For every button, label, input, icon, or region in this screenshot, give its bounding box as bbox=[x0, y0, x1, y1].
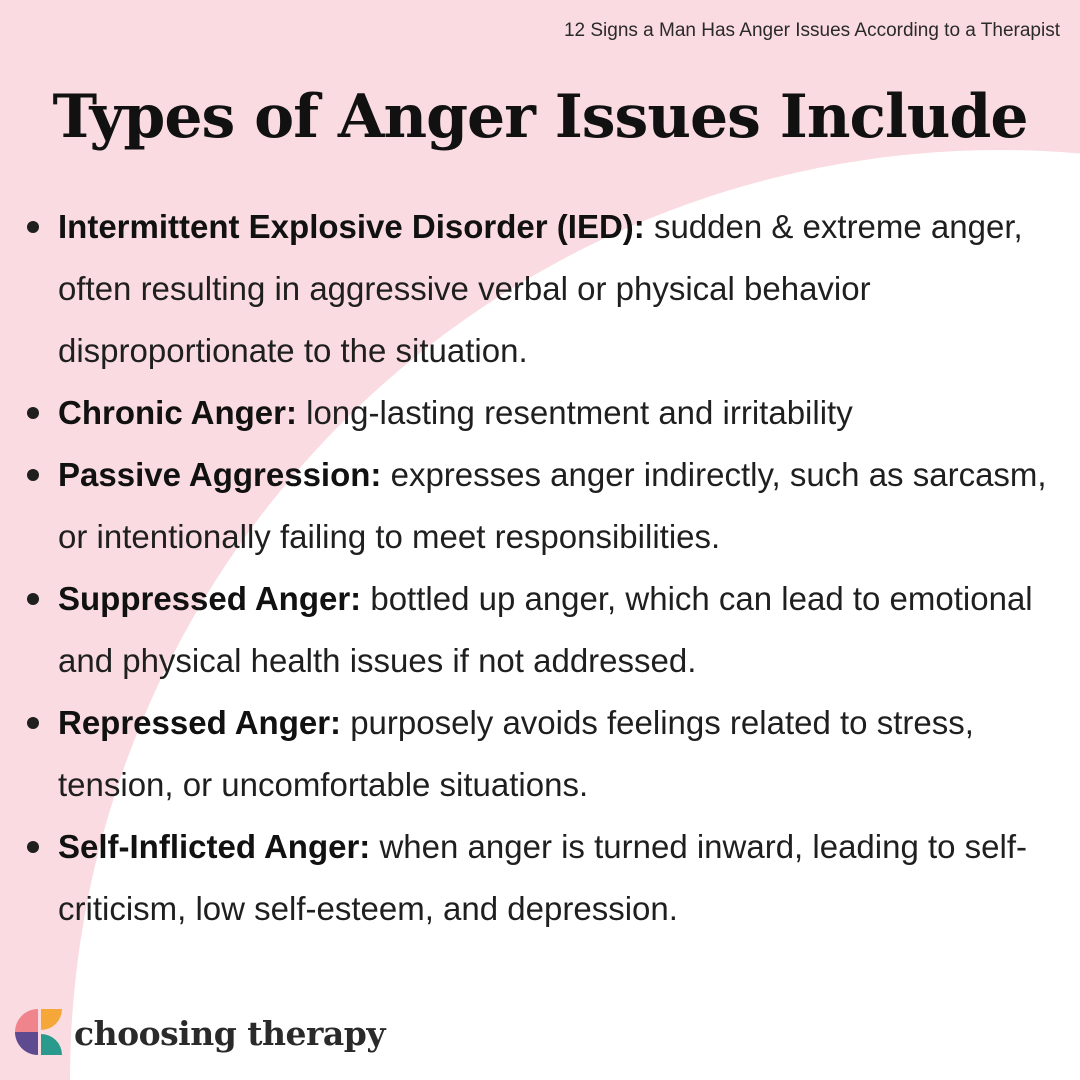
brand-footer bbox=[14, 1008, 385, 1058]
page-title: Types of Anger Issues Include bbox=[52, 82, 1028, 152]
list-item-term: Chronic Anger: bbox=[58, 394, 297, 431]
list-item bbox=[58, 382, 1068, 444]
list-item-description: sudden & extreme anger, often resulting in aggressive verbal or physical behavior disproportionate to the situation. bbox=[58, 208, 1023, 369]
list-item-description: when anger is turned inward, leading to self-criticism, low self-esteem, and depression. bbox=[58, 828, 1028, 927]
list-item-term: Repressed Anger: bbox=[58, 704, 342, 741]
list-item-description: purposely avoids feelings related to stress, tension, or uncomfortable situations. bbox=[58, 704, 974, 803]
list-item bbox=[58, 568, 1068, 692]
list-item-description: expresses anger indirectly, such as sarcasm, or intentionally failing to meet responsibilities. bbox=[58, 456, 1047, 555]
list-item-term: Self-Inflicted Anger: bbox=[58, 828, 371, 865]
choosing-therapy-logo-icon bbox=[14, 1008, 64, 1058]
list-item bbox=[58, 444, 1068, 568]
list-item-description: long-lasting resentment and irritability bbox=[306, 394, 853, 431]
page-caption: 12 Signs a Man Has Anger Issues According to a Therapist bbox=[563, 20, 1060, 41]
list-item bbox=[58, 196, 1068, 382]
list-item-term: Intermittent Explosive Disorder (IED): bbox=[58, 208, 645, 245]
list-item-term: Suppressed Anger: bbox=[58, 580, 362, 617]
list-item-term: Passive Aggression: bbox=[58, 456, 382, 493]
brand-name: choosing therapy bbox=[74, 1013, 386, 1053]
list-item-description: bottled up anger, which can lead to emotional and physical health issues if not addressed. bbox=[58, 580, 1033, 679]
list-item bbox=[58, 816, 1068, 940]
anger-types-list bbox=[58, 196, 1068, 940]
list-item bbox=[58, 692, 1068, 816]
